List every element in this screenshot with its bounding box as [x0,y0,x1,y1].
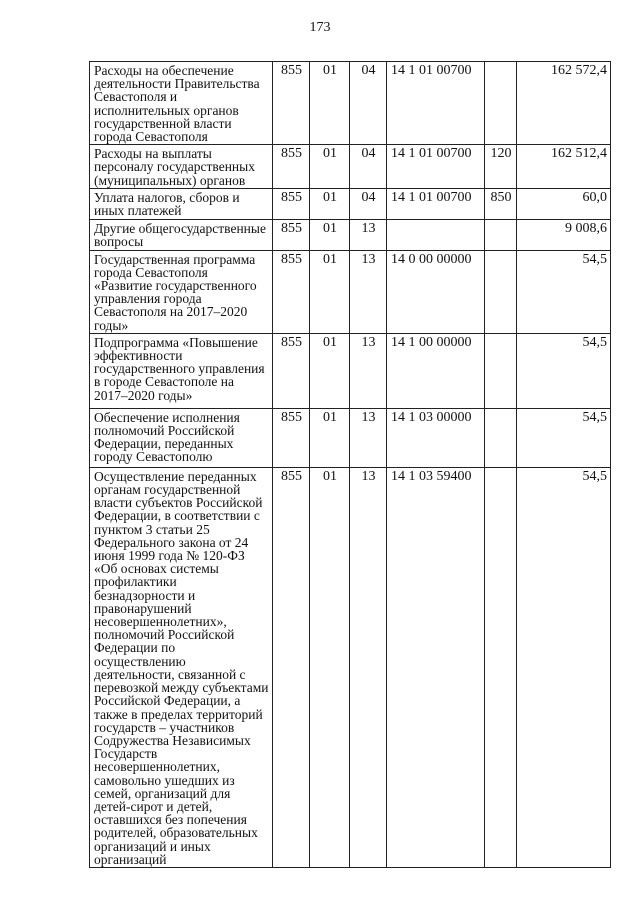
target-article-cell [387,220,485,250]
expense-name-cell: Осуществление переданных органам государственной власти субъектов Российской Федерации, в соответствии с пунктом 3 статьи 25 Федерального закона от 24 июня 1999 года № 120-ФЗ «Об основах системы профилактики безнадзорности и правонарушений несовершеннолетних», полномочий Российской Федерации по осуществлению деятельности, связанной с перевозкой между субъектами Российской Федерации, а также в пределах территорий государств – участников Содружества Независимых Государств несовершеннолетних, самовольно ушедших из семей, организаций для детей-сирот и детей, оставшихся без попечения родителей, образовательных организаций и иных организаций [90,467,273,867]
table-body [90,62,611,868]
grbs-code-cell: 855 [273,408,310,467]
subsection-code-cell: 04 [350,62,387,145]
table-row [90,189,611,220]
section-code-cell: 01 [310,220,350,250]
grbs-code-cell: 855 [273,250,310,333]
grbs-code-cell: 855 [273,145,310,189]
amount-cell: 54,5 [517,467,611,867]
target-article-cell: 14 0 00 00000 [387,250,485,333]
target-article-cell: 14 1 01 00700 [387,62,485,145]
amount-cell: 162 512,4 [517,145,611,189]
expense-type-cell [485,250,517,333]
amount-cell: 162 572,4 [517,62,611,145]
target-article-cell: 14 1 03 59400 [387,467,485,867]
target-article-cell: 14 1 03 00000 [387,408,485,467]
expense-type-cell [485,333,517,408]
table-row [90,62,611,145]
subsection-code-cell: 13 [350,467,387,867]
target-article-cell: 14 1 01 00700 [387,189,485,220]
expense-name-cell: Другие общегосударственные вопросы [90,220,273,250]
expense-type-cell [485,62,517,145]
table-row [90,145,611,189]
section-code-cell: 01 [310,250,350,333]
target-article-cell: 14 1 01 00700 [387,145,485,189]
expense-type-cell [485,220,517,250]
table-row [90,250,611,333]
section-code-cell: 01 [310,333,350,408]
expense-type-cell [485,467,517,867]
section-code-cell: 01 [310,62,350,145]
table-row [90,467,611,867]
page-number: 173 [309,20,331,35]
grbs-code-cell: 855 [273,220,310,250]
expense-type-cell [485,408,517,467]
subsection-code-cell: 13 [350,250,387,333]
expense-name-cell: Расходы на выплаты персоналу государственных (муниципальных) органов [90,145,273,189]
grbs-code-cell: 855 [273,467,310,867]
expense-name-cell: Обеспечение исполнения полномочий Российской Федерации, переданных городу Севастополю [90,408,273,467]
amount-cell: 60,0 [517,189,611,220]
table-row [90,408,611,467]
amount-cell: 54,5 [517,333,611,408]
expense-name-cell: Подпрограмма «Повышение эффективности государственного управления в городе Севастополе на 2017–2020 годы» [90,333,273,408]
table-row [90,220,611,250]
subsection-code-cell: 13 [350,408,387,467]
expense-name-cell: Государственная программа города Севастополя «Развитие государственного управления города Севастополя на 2017–2020 годы» [90,250,273,333]
subsection-code-cell: 13 [350,333,387,408]
section-code-cell: 01 [310,145,350,189]
grbs-code-cell: 855 [273,62,310,145]
expense-type-cell: 120 [485,145,517,189]
grbs-code-cell: 855 [273,333,310,408]
subsection-code-cell: 04 [350,145,387,189]
table-row [90,333,611,408]
expense-type-cell: 850 [485,189,517,220]
amount-cell: 54,5 [517,250,611,333]
budget-table [89,61,611,868]
expense-name-cell: Уплата налогов, сборов и иных платежей [90,189,273,220]
section-code-cell: 01 [310,189,350,220]
section-code-cell: 01 [310,467,350,867]
target-article-cell: 14 1 00 00000 [387,333,485,408]
grbs-code-cell: 855 [273,189,310,220]
subsection-code-cell: 13 [350,220,387,250]
subsection-code-cell: 04 [350,189,387,220]
amount-cell: 9 008,6 [517,220,611,250]
section-code-cell: 01 [310,408,350,467]
amount-cell: 54,5 [517,408,611,467]
expense-name-cell: Расходы на обеспечение деятельности Правительства Севастополя и исполнительных органов государственной власти города Севастополя [90,62,273,145]
